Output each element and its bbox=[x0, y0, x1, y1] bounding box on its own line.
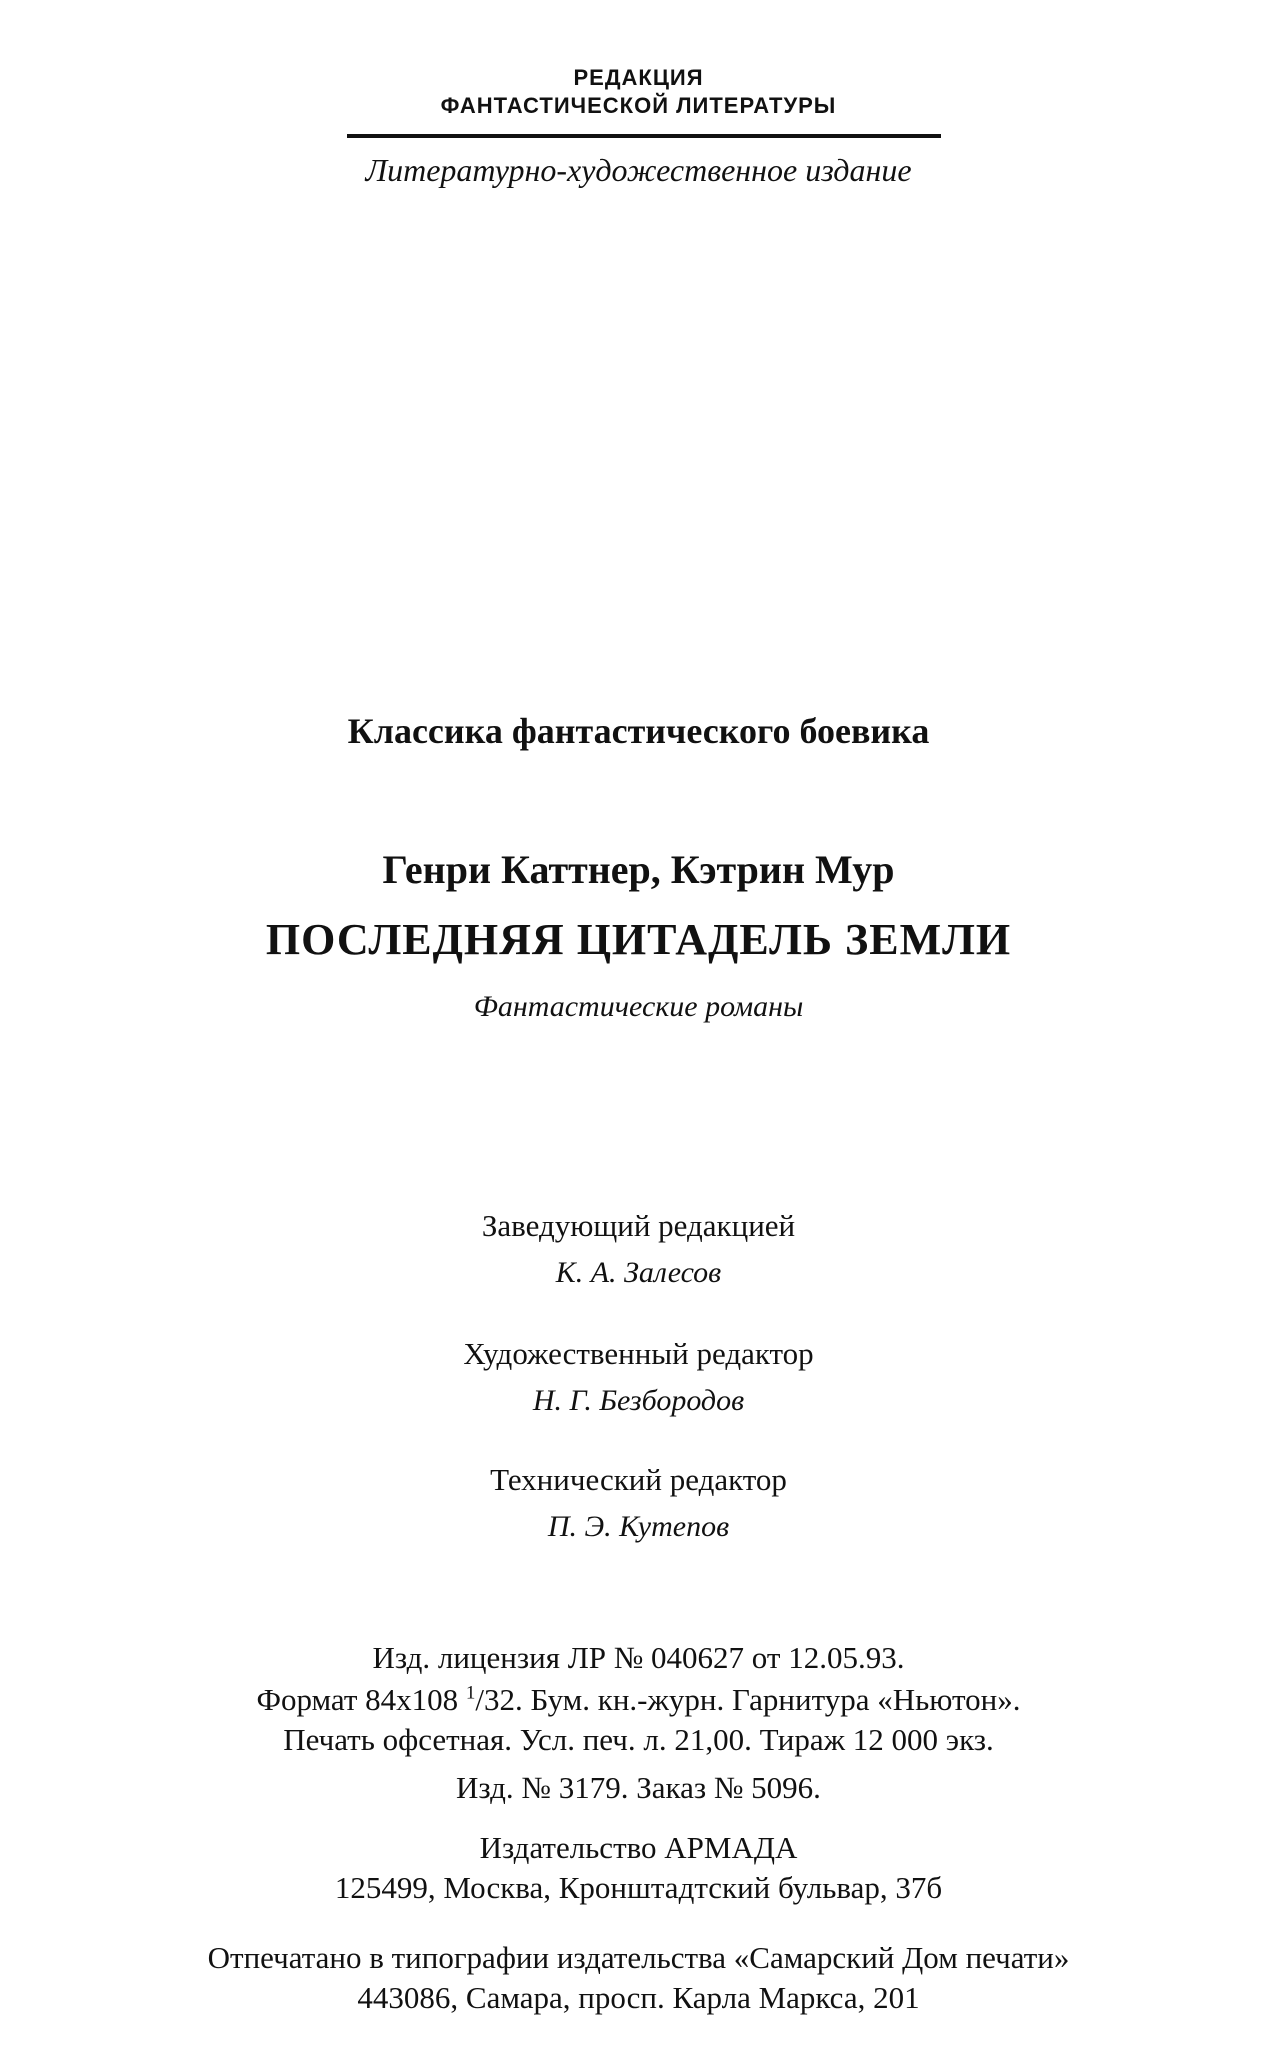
publisher-line-1: РЕДАКЦИЯ bbox=[573, 65, 704, 90]
printer-line: Отпечатано в типографии издательства «Самарский Дом печати» bbox=[207, 1940, 1070, 1975]
credit-name: П. Э. Кутепов bbox=[547, 1510, 730, 1543]
header-rule bbox=[347, 134, 941, 138]
printer-address: 443086, Самара, просп. Карла Маркса, 201 bbox=[357, 1980, 920, 2015]
credit-name: К. А. Залесов bbox=[555, 1256, 722, 1289]
publisher-address: 125499, Москва, Кронштадтский бульвар, 37б bbox=[334, 1870, 943, 1905]
publisher-name: Издательство АРМАДА bbox=[479, 1830, 798, 1865]
credit-name: Н. Г. Безбородов bbox=[532, 1384, 745, 1417]
publisher-line-2: ФАНТАСТИЧЕСКОЙ ЛИТЕРАТУРЫ bbox=[440, 93, 837, 118]
credit-role: Технический редактор bbox=[490, 1462, 787, 1497]
license-line: Изд. лицензия ЛР № 040627 от 12.05.93. bbox=[372, 1640, 905, 1675]
format-superscript: 1 bbox=[465, 1682, 476, 1704]
book-authors: Генри Каттнер, Кэтрин Мур bbox=[382, 847, 895, 892]
series-title: Классика фантастического боевика bbox=[347, 711, 930, 751]
publisher-heading bbox=[0, 64, 1277, 120]
format-line bbox=[0, 1682, 1277, 1718]
credit-role: Художественный редактор bbox=[463, 1336, 814, 1371]
edition-type: Литературно-художественное издание bbox=[365, 152, 912, 188]
book-title: ПОСЛЕДНЯЯ ЦИТАДЕЛЬ ЗЕМЛИ bbox=[265, 915, 1012, 964]
book-genre: Фантастические романы bbox=[473, 990, 804, 1023]
credit-role: Заведующий редакцией bbox=[481, 1208, 796, 1243]
order-line: Изд. № 3179. Заказ № 5096. bbox=[456, 1770, 821, 1805]
print-line: Печать офсетная. Усл. печ. л. 21,00. Тираж 12 000 экз. bbox=[283, 1722, 994, 1757]
format-prefix: Формат 84х108 bbox=[256, 1682, 466, 1717]
format-suffix: /32. Бум. кн.-журн. Гарнитура «Ньютон». bbox=[475, 1682, 1021, 1717]
